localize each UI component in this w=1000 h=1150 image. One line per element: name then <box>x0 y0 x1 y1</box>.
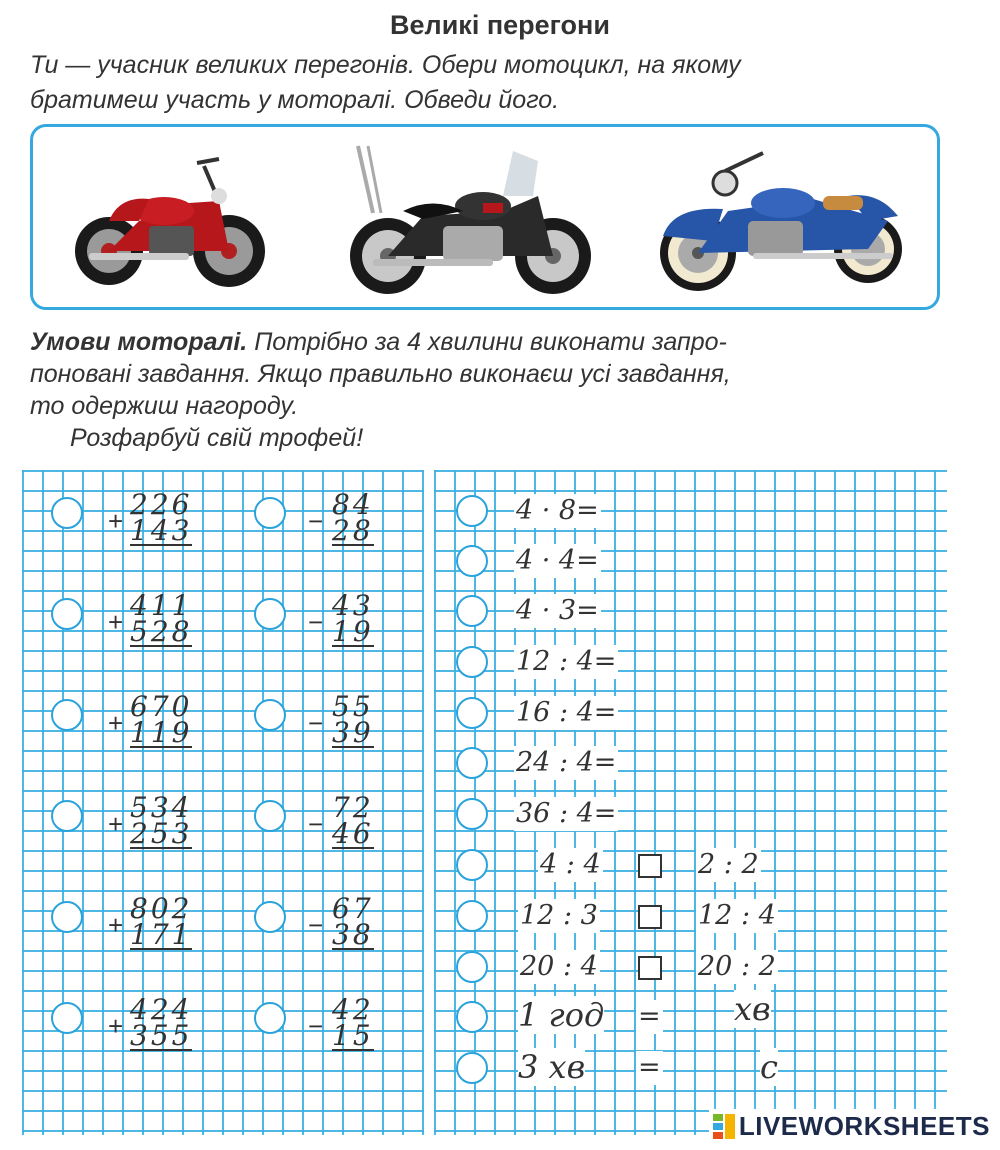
addition-problem <box>130 690 193 749</box>
answer-circle[interactable] <box>254 598 286 630</box>
addition-problem <box>130 791 193 850</box>
task-expression: 4 · 8= <box>516 495 599 526</box>
compare-sign-box[interactable] <box>638 956 662 980</box>
addend-bottom: 143 <box>130 514 193 547</box>
answer-circle[interactable] <box>456 1052 488 1084</box>
answer-circle[interactable] <box>254 800 286 832</box>
minus-sign: − <box>308 1011 324 1041</box>
plus-sign: + <box>108 809 124 839</box>
task-expression: 12 : 4= <box>516 646 617 677</box>
trophy-instruction: Розфарбуй свій трофей! <box>70 424 364 452</box>
addend-top: 802 <box>130 892 193 925</box>
addend-top: 670 <box>130 690 193 723</box>
subtraction-problem <box>332 892 374 951</box>
subtrahend: 39 <box>332 716 374 749</box>
subtraction-problem <box>332 690 374 749</box>
minus-sign: − <box>308 708 324 738</box>
conversion-unit: с <box>760 1048 778 1086</box>
task-expression: 16 : 4= <box>516 697 617 728</box>
conversion-left: 1 год <box>518 996 605 1034</box>
addition-problem <box>130 892 193 951</box>
intro-line-1: Ти — учасник великих перегонів. Обери мотоцикл, на якому <box>30 51 741 79</box>
answer-circle[interactable] <box>456 798 488 830</box>
compare-left: 20 : 4 <box>520 951 598 982</box>
rules-line-2: поновані завдання. Якщо правильно виконаєш усі завдання, <box>30 360 731 388</box>
liveworksheets-logo <box>709 1109 994 1144</box>
answer-circle[interactable] <box>254 1002 286 1034</box>
subtrahend: 38 <box>332 918 374 951</box>
task-expression: 24 : 4= <box>516 747 617 778</box>
subtrahend: 46 <box>332 817 374 850</box>
subtrahend: 15 <box>332 1019 374 1052</box>
answer-circle[interactable] <box>456 900 488 932</box>
column-arithmetic-grid <box>22 470 424 1135</box>
compare-sign-box[interactable] <box>638 905 662 929</box>
plus-sign: + <box>108 910 124 940</box>
addend-bottom: 528 <box>130 615 193 648</box>
plus-sign: + <box>108 708 124 738</box>
answer-circle[interactable] <box>456 697 488 729</box>
answer-circle[interactable] <box>51 901 83 933</box>
intro-text <box>30 48 945 118</box>
answer-circle[interactable] <box>456 747 488 779</box>
plus-sign: + <box>108 607 124 637</box>
subtraction-problem <box>332 589 374 648</box>
compare-sign-box[interactable] <box>638 854 662 878</box>
red-motorcycle-image[interactable] <box>69 141 269 301</box>
multiplication-division-grid <box>434 470 947 1135</box>
minus-sign: − <box>308 910 324 940</box>
addend-bottom: 171 <box>130 918 193 951</box>
subtrahend: 28 <box>332 514 374 547</box>
conversion-left: 3 хв <box>518 1048 586 1086</box>
black-motorcycle-image[interactable] <box>333 141 603 301</box>
answer-circle[interactable] <box>456 595 488 627</box>
minuend: 55 <box>332 690 374 723</box>
addend-bottom: 355 <box>130 1019 193 1052</box>
minuend: 43 <box>332 589 374 622</box>
answer-circle[interactable] <box>456 495 488 527</box>
equals-sign: = <box>638 1001 661 1032</box>
logo-text: LIVEWORKSHEETS <box>738 1111 990 1141</box>
plus-sign: + <box>108 1011 124 1041</box>
addend-top: 424 <box>130 993 193 1026</box>
compare-right: 20 : 2 <box>698 951 776 982</box>
compare-right: 2 : 2 <box>698 849 759 880</box>
task-expression: 36 : 4= <box>516 798 617 829</box>
motorcycle-choice-panel <box>30 124 940 310</box>
addend-top: 534 <box>130 791 193 824</box>
minus-sign: − <box>308 506 324 536</box>
compare-left: 4 : 4 <box>540 849 601 880</box>
rules-heading: Умови моторалі. <box>30 328 248 356</box>
addend-bottom: 119 <box>130 716 193 749</box>
addend-top: 226 <box>130 488 193 521</box>
answer-circle[interactable] <box>456 646 488 678</box>
worksheet-title: Великі перегони <box>390 10 610 40</box>
answer-circle[interactable] <box>254 901 286 933</box>
answer-circle[interactable] <box>456 951 488 983</box>
minuend: 42 <box>332 993 374 1026</box>
addend-top: 411 <box>130 589 193 622</box>
equals-sign: = <box>638 1052 661 1083</box>
addition-problem <box>130 993 193 1052</box>
intro-line-2: братимеш участь у моторалі. Обведи його. <box>30 86 560 114</box>
answer-circle[interactable] <box>254 699 286 731</box>
answer-circle[interactable] <box>51 1002 83 1034</box>
answer-circle[interactable] <box>456 849 488 881</box>
liveworksheets-logo-icon <box>713 1114 735 1140</box>
answer-circle[interactable] <box>51 598 83 630</box>
compare-right: 12 : 4 <box>698 900 776 931</box>
minus-sign: − <box>308 809 324 839</box>
task-expression: 4 · 4= <box>516 545 599 576</box>
subtraction-problem <box>332 488 374 547</box>
rules-line-1: Потрібно за 4 хвилини виконати запро- <box>247 328 727 356</box>
compare-left: 12 : 3 <box>520 900 598 931</box>
rules-text <box>30 326 945 422</box>
subtraction-problem <box>332 791 374 850</box>
minuend: 72 <box>332 791 374 824</box>
minus-sign: − <box>308 607 324 637</box>
subtrahend: 19 <box>332 615 374 648</box>
plus-sign: + <box>108 506 124 536</box>
blue-motorcycle-image[interactable] <box>653 141 913 301</box>
minuend: 67 <box>332 892 374 925</box>
conversion-unit: хв <box>734 990 771 1028</box>
addition-problem <box>130 589 193 648</box>
addend-bottom: 253 <box>130 817 193 850</box>
answer-circle[interactable] <box>254 497 286 529</box>
minuend: 84 <box>332 488 374 521</box>
answer-circle[interactable] <box>51 699 83 731</box>
addition-problem <box>130 488 193 547</box>
answer-circle[interactable] <box>456 545 488 577</box>
task-expression: 4 · 3= <box>516 595 599 626</box>
subtraction-problem <box>332 993 374 1052</box>
answer-circle[interactable] <box>51 497 83 529</box>
answer-circle[interactable] <box>456 1001 488 1033</box>
rules-line-3: то одержиш нагороду. <box>30 392 299 420</box>
answer-circle[interactable] <box>51 800 83 832</box>
